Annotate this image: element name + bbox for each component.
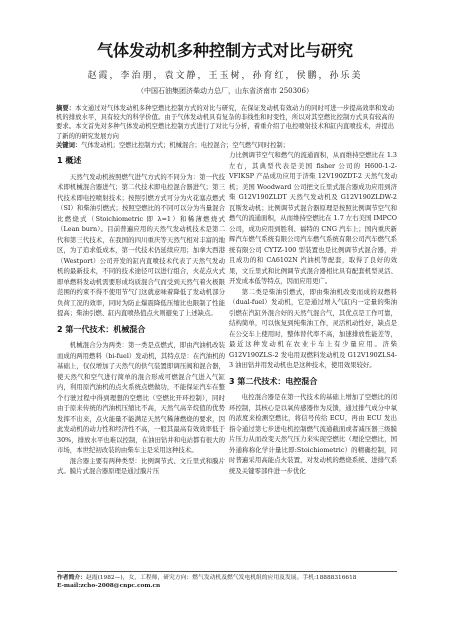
abstract: [56, 104, 394, 141]
keywords-text: 气体发动机；空燃比控制方式；机械混合；电控混合；空气燃气同时控制；: [81, 142, 289, 149]
abstract-label: 摘要：: [56, 105, 76, 112]
section-heading: 1 概述: [57, 156, 82, 165]
body-paragraph: 天然气发动机按照燃气进气方式的不同分为：第一代技术即机械混合器进气；第二代技术即电控混合器进气；第三代技术即电控喷射技术；按照引燃方式可分为火花塞点燃式（SI）和柴油引燃式；按照空燃比的不同可以分为当量混合比燃烧式（Stoichiometric 即 λ=1）和稀薄燃烧式（Lean burn）。目前普遍应用的天然气发动机技术是第二代和第三代技术，在我国的四川重庆等天然气相对丰富的地区，为了追求低成本，第一代技术仍延续应用；加拿大西港（Westport）公司开发的缸内直喷技术代表了天然气发动机的最新技术，不同的技术途径可以进行组合，火花点火式即单燃料发动机需要形成均质混合气而受到天然气着火极限范围的约束不得不使用节气门这就意味着降低了发动机部分负荷工况的效率，同时为防止爆震降低压缩比也限制了性能提高；柴油引燃、缸内直喷热值点火则避免了上述缺点。: [57, 172, 225, 317]
section-heading: 3 第二代技术：电控混合: [229, 376, 318, 386]
author-list: 赵霞，李治朋，袁文静，王玉树，孙育红，侯鹏，孙乐美: [87, 71, 363, 81]
right-column: [229, 150, 397, 476]
abstract-text: 本文通过对气体发动机多种空燃比控制方式的对比与研究，在保证发动机有效动力的同时可进一步提高效率和发动机的排放水平，具有较大的科学价值。由于气体发动机具有复杂的非线性和时变性，所以对其空燃比控制方式具有较高的要求。本文首先对多种气体发动机空燃比控制方式进行了对比与分析，着重介绍了电控喷射技术和缸内直喷技术，并提出了新的的研究发展方向: [56, 105, 395, 140]
body-paragraph: 电控混合器是在第一代技术的基础上增加了空燃比的闭环控制，其核心是以氧传感器作为反馈，通过排气成分中氧的浓度来检测空燃比，将信号传给 ECU，再由 ECU 发出指令通过第七步进电机控制燃气流通截面或者减压器三级膜片压力从而改变天然气压力来实现空燃比（理论空燃比，国外通称称化学计量比即:Stoichiometric）的精确控制，同时普遍采用高能点火装置，对发动机的燃烧系统、进排气系统及关键零部件进一步优化: [229, 393, 397, 475]
body-paragraph: 第二类是柴油引燃式，即由柴油机改变而成的双燃料（dual-fuel）发动机，它是通过增入气缸内一定量的柴油引燃在汽缸外混合好的天然气混合气，其优点是工作可靠，结构简单，可以恢复到纯柴油工作，灵活机动性好，缺点是在公交车上使用时，整体替代率不高，加速排放性能差等，最近这种发动机在农业卡车上有少量应用。济柴 G12V190ZLS-2 发电用双燃料发动机及 G12V190ZLS4-3 油田钻井用发动机也是这种技术，使用效果较好。: [229, 287, 397, 369]
paper-title: 气体发动机多种控制方式对比与研究: [96, 41, 353, 60]
author-footnote: [57, 571, 397, 590]
footnote-text: 赵霞(1982—)，女，工程师，研究方向：燃气发动机及燃气发电机组的应用及发展。手机:18888316618: [86, 575, 357, 581]
body-paragraph: 混合器主要有两种类型：比例调节式、文丘里式和膜片式。膜片式混合器原理是通过膜片压: [57, 456, 225, 475]
footnote-label: 作者简介：: [57, 575, 86, 581]
affiliation: （中国石油集团济柴动力总厂，山东省济南市 250306）: [137, 87, 313, 95]
keywords-label: 关键词：: [56, 142, 82, 149]
section-heading: 2 第一代技术：机械混合: [57, 324, 146, 334]
footnote-email: E-mail:zcho-2008@cnpc.com.cn: [57, 583, 161, 589]
body-paragraph: 机械混合分为两类：第一类是点燃式，即由汽油机改装而成的两用燃料（bi-fuel）发动机，其特点是：在汽油机的基础上，仅仅增加了天然气的供气装置即调压阀和混合器，使天然气和空气进行简单的混合形成可燃混合气进入气缸内，利用原汽油机的点火系统点燃做功，不能保证汽车在整个行驶过程中得到理想的空燃比（空燃比开环控制），同时由于原来传统的汽油机压缩比不高，天然气高辛烷值的优势发挥不出来，点火能量不能满足天然气稀薄燃烧的要求，因此发动机的动力性和经济性不高，一般其最高有效效率低于30%，排放水平也难以控制，在油田钻井和电站都有很大的市场，本世纪初改装的由柴车主是采用这种技术。: [57, 341, 225, 454]
left-column: [57, 150, 225, 477]
body-paragraph: 力比例调节空气和燃气的流通面积，从而维持空燃比在 1.3 左右，其典型代表是美国 fisher 公司的 H600-1-2-VFIKSP 产品成功应用于济柴 12V190ZDT-2 天然气发动机；美国 Woodward 公司把文丘里式混合器成功应用到济柴 G12V190ZLDT 天然气发动机及 G12V190ZLDW-2 瓦斯发动机；比例调节式混合器原理是按照比例调节空气和燃气的流通面积，从而维持空燃比在 1.7 左右美国 IMPCO 公司，成功应用到胜利、福特的 CNG 汽车上；国内重庆新辉汽车燃气系统有限公司汽车燃气系统有限公司汽车燃气系统有限公司 CYTZ-100 型装置也是比例调节式混合器，并且成功的和 CA6102N 汽油机等配套，取得了良好的效果，文丘里式和比例调节式混合器相比具有配套机型灵活、开发成本低等特点，因而应用更广。: [229, 151, 397, 285]
keywords: [56, 141, 394, 150]
